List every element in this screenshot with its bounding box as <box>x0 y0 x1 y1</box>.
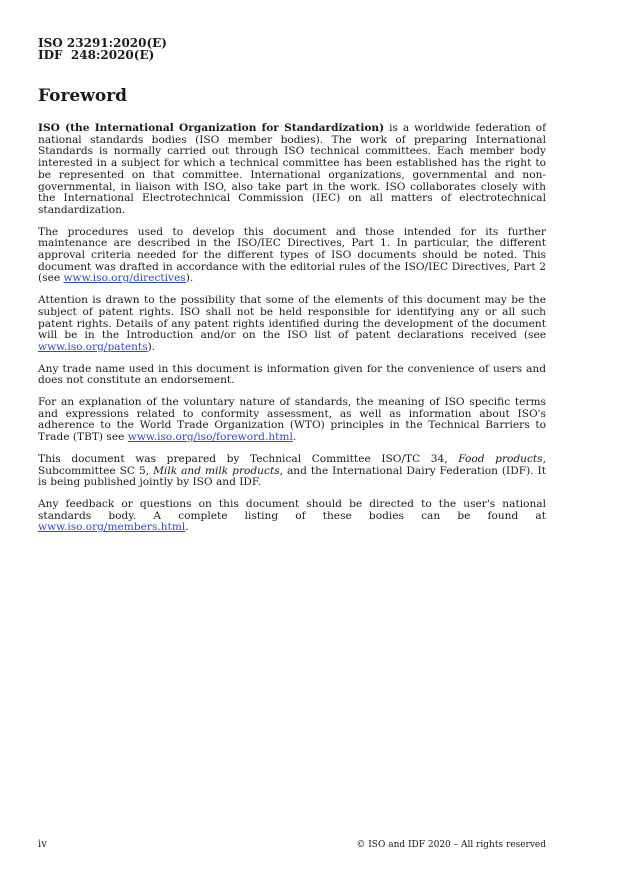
foreword-link[interactable]: www.iso.org/iso/foreword.html <box>127 431 293 444</box>
paragraph-text: Any feedback or questions on this document should be directed to the user's national standards body. A complete listing of these bodies can be found at <box>38 497 546 522</box>
paragraph-text: , and the International Dairy Federation (IDF). It is being published jointly by ISO and IDF. <box>38 464 546 489</box>
milk-products-italic: Milk and milk products <box>153 464 280 477</box>
paragraph-procedures <box>38 227 546 286</box>
paragraph-text: Attention is drawn to the possibility that some of the elements of this document may be the subject of patent rights. ISO shall not be held responsible for identifying any or all such patent rights. Details of any patent rights identified during the development of the document will be in the Introduction and/or on the ISO list of patent declarations received (see <box>38 294 546 342</box>
paragraph-text-end: ). <box>147 340 156 353</box>
paragraph-feedback <box>38 499 546 534</box>
patents-link[interactable]: www.iso.org/patents <box>38 340 148 353</box>
paragraph-text: The procedures used to develop this document and those intended for its further maintenance are described in the ISO/IEC Directives, Part 1. In particular, the different approval criteria needed for the different types of ISO documents should be noted. This document was drafted in accordance with the editorial rules of the ISO/IEC Directives, Part 2 (see <box>38 225 546 285</box>
members-link[interactable]: www.iso.org/members.html <box>38 521 186 534</box>
document-header <box>38 37 167 61</box>
paragraph-voluntary-nature <box>38 397 546 444</box>
paragraph-text: is a worldwide federation of national standards bodies (ISO member bodies). The work of preparing International Standards is normally carried out through ISO technical committees. Each member body interested in a subject for which a technical committee has been established has the right to be represented on that committee. International organizations, governmental and non-governmental, in liaison with ISO, also take part in the work. ISO collaborates closely with the International Electrotechnical Commission (IEC) on all matters of electrotechnical standardization. <box>38 122 546 216</box>
paragraph-patents <box>38 295 546 354</box>
paragraph-text: For an explanation of the voluntary nature of standards, the meaning of ISO specific terms and expressions related to conformity assessment, as well as information about ISO's adherence to the World Trade Organization (WTO) principles in the Technical Barriers to Trade (TBT) see <box>38 396 546 444</box>
page-number: iv <box>38 839 47 850</box>
paragraph-text: Any trade name used in this document is information given for the convenience of users and does not constitute an endorsement. <box>38 362 546 387</box>
paragraph-text: , Subcommittee SC 5, <box>38 452 546 477</box>
foreword-body <box>38 123 546 534</box>
standard-number-idf: IDF 248:2020(E) <box>38 48 155 62</box>
page-title: Foreword <box>38 86 128 106</box>
standard-number-iso: ISO 23291:2020(E) <box>38 36 167 50</box>
paragraph-text-end: ). <box>185 272 194 285</box>
food-products-italic: Food products <box>458 452 543 465</box>
iso-name-bold: ISO (the International Organization for Standardization) <box>38 122 385 134</box>
paragraph-text: This document was prepared by Technical Committee ISO/TC 34, <box>38 452 459 465</box>
paragraph-iso-intro <box>38 123 546 217</box>
paragraph-committee <box>38 454 546 489</box>
paragraph-text-end: . <box>292 431 297 444</box>
directives-link[interactable]: www.iso.org/directives <box>63 272 186 285</box>
paragraph-trade-name <box>38 364 546 387</box>
copyright-notice: © ISO and IDF 2020 – All rights reserved <box>356 840 546 850</box>
paragraph-text-end: . <box>185 521 189 534</box>
